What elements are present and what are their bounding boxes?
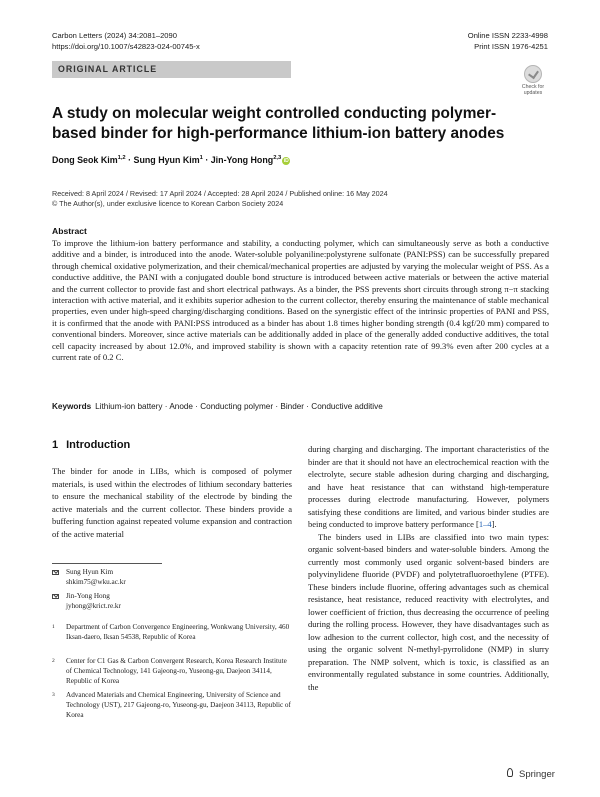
article-title: A study on molecular weight controlled conducting polymer-based binder for high-performance lithium-ion battery anodes	[52, 105, 505, 142]
intro-text: during charging and discharging. The important characteristics of the binder are that it should not have an electrochemical reaction with the electrolyte, secure stable adhesion during charging and discharging, and have heat resistance that can withstand high-temperature processes during electrode manufacturing. However, polymers satisfying these conditions are limited, and various binder studies are being conducted to improve battery performance [	[308, 444, 549, 529]
affiliation-text: Center for C1 Gas & Carbon Convergent Research, Korea Research Institute of Chemical Technology, 141 Gajeong-ro, Yuseong-gu, Daejeon 34114, Republic of Korea	[66, 657, 287, 685]
keywords-label: Keywords	[52, 402, 92, 411]
keywords-list: Lithium-ion battery · Anode · Conducting polymer · Binder · Conductive additive	[95, 402, 383, 411]
contact-email[interactable]: jyhong@krict.re.kr	[66, 601, 121, 610]
affiliation-text: Department of Carbon Convergence Engineering, Wonkwang University, 460 Iksan-daero, Iksan 54538, Republic of Korea	[66, 623, 290, 641]
mail-icon	[52, 594, 59, 599]
abstract-body: To improve the lithium-ion battery performance and stability, a conducting polymer, which can simultaneously serve as both a conductive additive and a binder, is introduced into the anode. Water-soluble polyaniline:polystyrene sulfonate (PANI:PSS) can be successfully prepared through chemical oxidative polymerization, and their chemical/mechanical properties are adjusted by varying the molecular weight of PSS. As a conductive additive, the PANI with a conjugated double bond structure is introduced between active materials or between the active material and the current collector to provide fast and short electrical pathways. As a binder, the PSS prevents short circuits through strong π−π stacking interaction with active material, and it exhibits superior adhesion to the current collector, thereby ensuring the maintenance of stable mechanical properties, even under high-speed charging/discharging conditions. Based on the synergistic effect of the intrinsic properties of PANI and PSS, it is confirmed that the anode with PANI:PSS introduced as a binder has about 1.8 times higher bonding strength (0.4 kgf/20 mm) compared to conventional binders. Moreover, since active materials can be additionally added in place of the generally added conductive additives, the total cell capacity increased by about 12.0%, and improved stability is shown with a capacity retention rate of 99.3% even after 200 cycles at a current rate of 0.2 C.	[52, 238, 549, 363]
doi-link[interactable]: https://doi.org/10.1007/s42823-024-00745-x	[52, 41, 200, 51]
contact-name: Sung Hyun Kim	[66, 568, 114, 576]
intro-paragraph	[308, 443, 549, 531]
intro-column-right	[308, 443, 549, 693]
author-name[interactable]: Jin-Yong Hong	[210, 155, 274, 165]
footnote-rule	[52, 563, 162, 564]
mail-icon	[52, 570, 59, 575]
contact-name: Jin-Yong Hong	[66, 592, 110, 600]
article-type-label: ORIGINAL ARTICLE	[58, 64, 158, 74]
author-list	[52, 155, 290, 165]
contact-email[interactable]: shkim75@wku.ac.kr	[66, 577, 126, 586]
author-name[interactable]: Sung Hyun Kim	[133, 155, 200, 165]
online-issn: Online ISSN 2233-4998	[467, 31, 548, 40]
publisher-name: Springer	[519, 769, 555, 780]
contact-author	[52, 568, 292, 588]
springer-horse-icon	[506, 768, 516, 778]
copyright-line: © The Author(s), under exclusive licence to Korean Carbon Society 2024	[52, 199, 284, 208]
author-separator: ·	[202, 155, 211, 165]
affiliation-number: 2	[52, 658, 55, 664]
running-header-right	[468, 31, 548, 52]
orcid-icon[interactable]: iD	[283, 158, 289, 164]
author-affiliation-mark: 2,3	[273, 155, 282, 162]
section-number: 1	[52, 439, 59, 451]
affiliation	[52, 691, 292, 720]
publisher-logo	[506, 768, 555, 780]
author-separator: ·	[125, 155, 134, 165]
keywords	[52, 402, 383, 411]
section-heading	[52, 439, 130, 451]
journal-citation: Carbon Letters (2024) 34:2081–2090	[52, 31, 177, 40]
citation-link[interactable]: 1–4	[478, 519, 492, 529]
print-issn: Print ISSN 1976-4251	[474, 41, 548, 51]
history-dates: Received: 8 April 2024 / Revised: 17 April 2024 / Accepted: 28 April 2024 / Published online: 16 May 2024	[52, 189, 388, 198]
intro-paragraph: The binders used in LIBs are classified into two main types: organic solvent-based binders and water-soluble binders. Among the currently most commonly used organic solvent-based binders are polyvinylidene fluoride (PVDF) and polytetrafluoroethylene (PTFE). These binders include fluorine, offering advantages such as chemical resistance, heat resistance, reduced reactivity with electrolytes, and lower coefficient of friction, thus decreasing the occurrence of peeling during the rolling process. However, they have disadvantages such as low adhesion to the current collector, high cost, and the necessity of using the organic solvent N-methyl-pyrrolidone (NMP) in slurry preparation. The NMP solvent, which is toxic, is classified as an environmentally regulated substance in some countries. Additionally, the	[308, 531, 549, 692]
author-affiliation-mark: 1	[199, 155, 203, 162]
running-header-left	[52, 31, 200, 52]
abstract-heading: Abstract	[52, 226, 87, 236]
check-updates-line1: Check for	[521, 84, 545, 90]
check-for-updates-button[interactable]	[517, 65, 549, 99]
check-for-updates-icon	[524, 65, 542, 83]
section-title: Introduction	[66, 439, 131, 451]
check-for-updates-label	[517, 84, 549, 96]
author-affiliation-mark: 1,2	[117, 155, 126, 162]
author-name[interactable]: Dong Seok Kim	[52, 155, 118, 165]
intro-text: ].	[491, 519, 497, 529]
affiliation-number: 1	[52, 624, 55, 630]
affiliation	[52, 623, 292, 643]
affiliation-text: Advanced Materials and Chemical Engineering, University of Science and Technology (UST), 217 Gajeong-ro, Yuseong-gu, Daejeon 34113, Republic of Korea	[66, 691, 291, 719]
affiliation	[52, 657, 292, 686]
affiliation-number: 3	[52, 692, 55, 698]
intro-paragraph-left: The binder for anode in LIBs, which is composed of polymer materials, is used within the electrodes of lithium secondary batteries to ensure the mechanical stability of the electrode by binding the active materials and the current collector. These binders provide a buffering function against repeated volume expansion and contraction of the active material	[52, 466, 292, 539]
publication-history	[52, 189, 388, 209]
check-updates-line2: updates	[523, 90, 543, 96]
contact-author	[52, 592, 292, 612]
